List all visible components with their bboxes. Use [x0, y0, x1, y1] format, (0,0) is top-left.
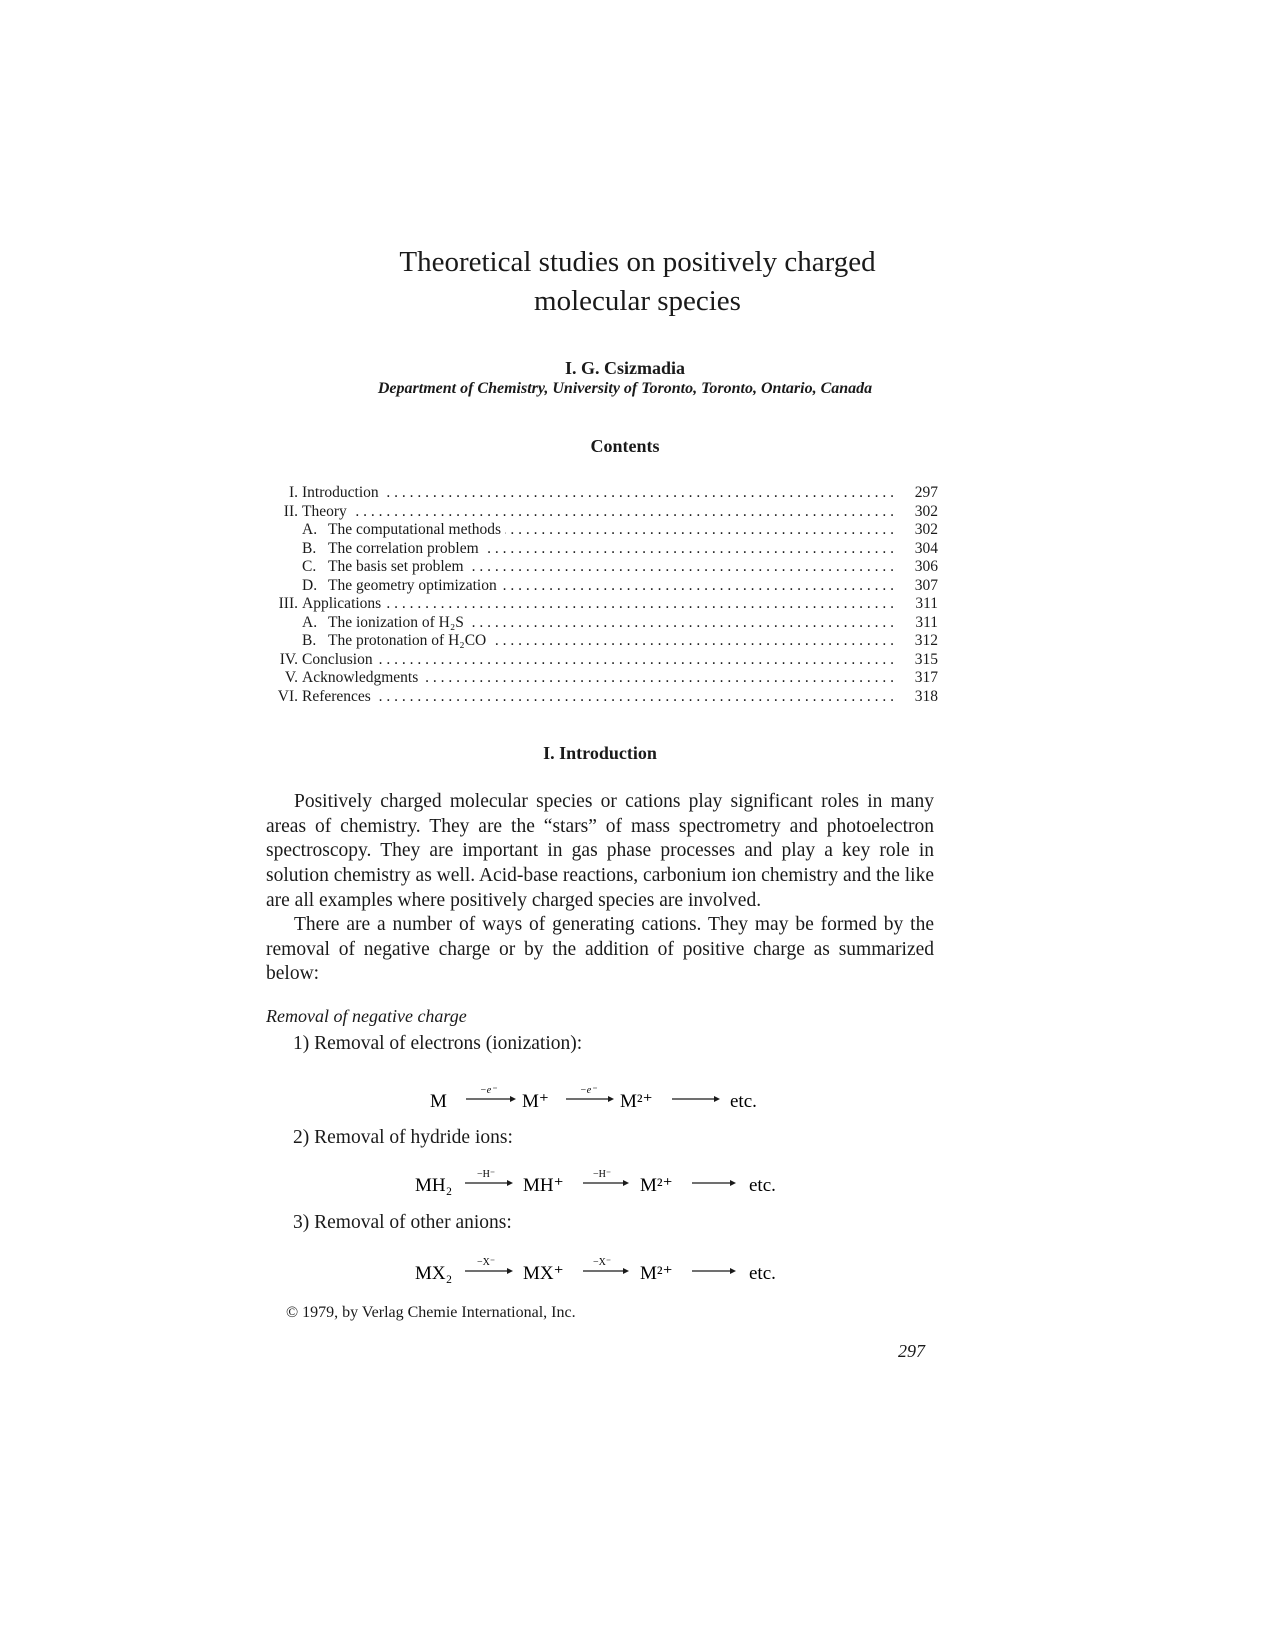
toc-entry-title: Conclusion	[302, 651, 377, 668]
author-name: I. G. Csizmadia	[564, 358, 685, 378]
toc-entry	[270, 688, 938, 707]
toc-entry-label	[302, 632, 490, 649]
toc-entry-page: 317	[914, 669, 938, 686]
eq2-arrow2-label: −H⁻	[593, 1169, 612, 1180]
eq3-term3: M²⁺	[640, 1263, 673, 1284]
toc-entry-title: The protonation of H₂CO	[328, 632, 490, 649]
eq3-term4: etc.	[749, 1263, 776, 1284]
title-line-1: Theoretical studies on positively charged	[399, 246, 876, 278]
eq3-arrowhead3	[730, 1268, 736, 1274]
toc-entry-number: IV.	[279, 650, 298, 668]
toc-entry	[270, 614, 938, 633]
toc-entry-label	[302, 595, 385, 612]
toc-entry-letter: B.	[302, 632, 317, 649]
title-line-2: molecular species	[534, 285, 741, 317]
eq2-arrow1-label: −H⁻	[477, 1169, 496, 1180]
toc-entry-number: III.	[278, 595, 298, 612]
toc-entry-page: 304	[914, 539, 938, 557]
toc-entry-label	[302, 577, 501, 594]
toc-entry-page: 297	[914, 484, 938, 501]
equation-anions-svg	[415, 1256, 785, 1286]
list-item-removal-hydride: 2) Removal of hydride ions:	[293, 1127, 513, 1148]
toc-entry-body	[302, 521, 894, 540]
eq1-term3: M²⁺	[620, 1091, 653, 1112]
toc-entry-title: Theory	[302, 503, 351, 520]
eq1-term4: etc.	[730, 1091, 757, 1112]
toc-entry-letter: C.	[302, 558, 317, 575]
toc-entry-title: Acknowledgments	[302, 669, 422, 686]
toc-entry-title: The correlation problem	[328, 540, 483, 557]
toc-entry-letter: D.	[302, 576, 318, 594]
toc-entry-label	[302, 503, 351, 520]
toc-entry-label	[302, 484, 383, 501]
eq3-arrow2-label: −X⁻	[593, 1257, 612, 1268]
toc-entry	[270, 651, 938, 670]
page-number: 297	[898, 1341, 925, 1361]
section-heading: I. Introduction	[543, 743, 657, 763]
toc-entry-page: 302	[914, 502, 938, 520]
toc-entry-number: V.	[284, 669, 298, 686]
toc-entry-label	[302, 688, 375, 705]
toc-entry-title: The ionization of H₂S	[328, 614, 468, 631]
toc-entry-title: References	[302, 688, 375, 705]
toc-entry-label	[302, 614, 468, 631]
toc-entry-label	[302, 669, 422, 686]
toc-entry-page: 302	[914, 521, 938, 538]
eq2-term3: M²⁺	[640, 1175, 673, 1196]
eq1-arrow2-label: −e⁻	[580, 1085, 597, 1096]
toc-entry-title: Introduction	[302, 484, 383, 501]
toc-entry-page: 315	[914, 650, 938, 668]
toc-entry	[270, 558, 938, 577]
paper-title	[0, 243, 1275, 321]
toc-entry-page: 312	[914, 632, 938, 649]
toc-entry-label	[302, 558, 468, 575]
eq1-term2: M⁺	[522, 1091, 549, 1112]
toc-entry-label	[302, 651, 377, 668]
eq1-arrowhead1	[510, 1096, 516, 1102]
equation-ionization-svg	[430, 1084, 770, 1114]
equation-hydride-svg	[415, 1168, 785, 1198]
toc-entry-body	[302, 669, 894, 688]
toc-entry-body	[302, 651, 894, 670]
toc-entry	[270, 577, 938, 596]
toc-entry-page: 311	[915, 595, 938, 612]
author-affiliation: Department of Chemistry, University of Toronto, Toronto, Ontario, Canada	[377, 380, 873, 397]
toc-entry-title: The basis set problem	[328, 558, 468, 575]
toc-entry	[270, 595, 938, 614]
toc-entry-page: 306	[914, 558, 938, 575]
eq2-arrowhead1	[507, 1180, 513, 1186]
intro-paragraph-2: There are a number of ways of generating cations. They may be formed by the removal of negative charge or by the addition of positive charge as summarized below:	[266, 914, 934, 985]
toc-entry-body	[302, 688, 894, 707]
equation-ionization	[430, 1084, 770, 1114]
contents-heading: Contents	[590, 436, 660, 456]
eq1-arrow1-label: −e⁻	[480, 1085, 497, 1096]
toc-entry-page: 307	[914, 576, 938, 594]
toc-entry-body	[302, 614, 894, 633]
toc-entry-body	[302, 577, 894, 596]
toc-entry	[270, 540, 938, 559]
toc-entry-body	[302, 484, 894, 503]
toc-entry-title: The geometry optimization	[328, 577, 501, 594]
eq3-term2: MX⁺	[523, 1263, 564, 1284]
eq2-arrowhead3	[730, 1180, 736, 1186]
toc-entry-label	[302, 521, 505, 538]
equation-hydride	[415, 1168, 785, 1198]
intro-paragraph-1: Positively charged molecular species or cations play significant roles in many areas of chemistry. They are the “stars” of mass spectrometry and photoelectron spectroscopy. They are important in gas phase processes and play a key role in solution chemistry as well. Acid-base reactions, carbonium ion chemistry and the like are all examples where positively charged species are involved.	[266, 791, 934, 911]
eq3-arrowhead2	[623, 1268, 629, 1274]
list-item-removal-anions: 3) Removal of other anions:	[293, 1212, 512, 1233]
subheading-removal-negative-charge: Removal of negative charge	[266, 1006, 467, 1026]
toc-entry	[270, 669, 938, 688]
eq3-term1: MX₂	[415, 1263, 453, 1284]
eq2-term4: etc.	[749, 1175, 776, 1196]
toc-entry-title: Applications	[302, 595, 385, 612]
toc-entry-number: VI.	[277, 687, 298, 705]
eq1-arrowhead3	[714, 1096, 720, 1102]
eq2-arrowhead2	[623, 1180, 629, 1186]
eq1-arrowhead2	[608, 1096, 614, 1102]
toc-entry-number: II.	[283, 502, 298, 520]
toc-entry-page: 311	[915, 613, 938, 631]
toc-entry	[270, 484, 938, 503]
toc-entry-body	[302, 503, 894, 522]
eq3-arrowhead1	[507, 1268, 513, 1274]
eq1-term1: M	[430, 1091, 447, 1112]
toc-entry-body	[302, 632, 894, 651]
toc-entry-title: The computational methods	[328, 521, 505, 538]
eq3-arrow1-label: −X⁻	[477, 1257, 496, 1268]
toc-entry	[270, 521, 938, 540]
toc-entry-body	[302, 558, 894, 577]
copyright-footnote: © 1979, by Verlag Chemie International, Inc.	[286, 1304, 576, 1321]
toc-entry-letter: A.	[302, 521, 318, 538]
equation-anions	[415, 1256, 785, 1286]
toc-entry-letter: B.	[302, 539, 317, 557]
list-item-removal-electrons: 1) Removal of electrons (ionization):	[293, 1033, 583, 1054]
eq2-term2: MH⁺	[523, 1175, 564, 1196]
toc-entry-body	[302, 540, 894, 559]
toc-entry-letter: A.	[302, 613, 318, 631]
toc-entry-label	[302, 540, 483, 557]
toc-entry-page: 318	[914, 687, 938, 705]
table-of-contents	[270, 484, 938, 706]
toc-entry-number: I.	[288, 484, 298, 501]
eq2-term1: MH₂	[415, 1175, 453, 1196]
toc-entry	[270, 632, 938, 651]
toc-entry	[270, 503, 938, 522]
toc-entry-body	[302, 595, 894, 614]
